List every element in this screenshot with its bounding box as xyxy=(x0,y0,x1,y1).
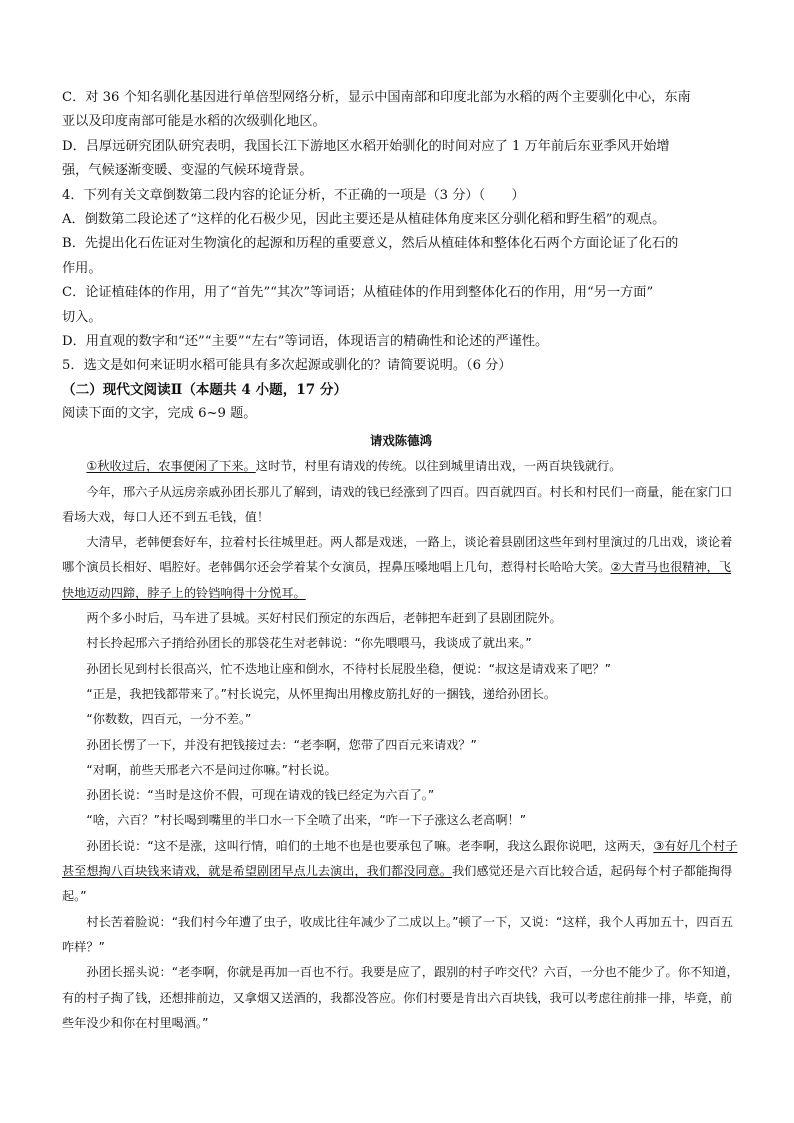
story-paragraph-14: 村长苦着脸说：“我们村今年遭了虫子，收成比往年减少了二成以上。”顿了一下，又说：“这样，我个人再加五十，四百五咋样？” xyxy=(62,914,733,954)
story-title: 请戏陈德鸿 xyxy=(370,433,432,449)
q4-stem: 4．下列有关文章倒数第二段内容的论证分析，不正确的一项是（3 分）（ ） xyxy=(62,187,525,203)
story-paragraph-2: 今年，邢六子从远房亲戚孙团长那儿了解到，请戏的钱已经涨到了四百。四百就四百。村长和村民们一商量，能在家门口看场大戏，每口人还不到五毛钱，值！ xyxy=(62,484,733,524)
story-paragraph-7: “正是，我把钱都带来了。”村长说完，从怀里掏出用橡皮筋扎好的一捆钱，递给孙团长。 xyxy=(86,686,557,701)
story-paragraph-1-rest: 这时节，村里有请戏的传统。以往到城里请出戏，一两百块钱就行。 xyxy=(255,459,622,474)
story-paragraph-11: 孙团长说：“当时是这价不假，可现在请戏的钱已经定为六百了。” xyxy=(86,788,435,803)
story-paragraph-13-b: 我们感觉还是六百比较合适，起码每个村子都能掏得起。” xyxy=(62,864,733,904)
story-paragraph-4: 两个多小时后，马车进了县城。买好村民们预定的东西后，老韩把车赶到了县剧团院外。 xyxy=(86,611,562,626)
story-paragraph-8: “你数数，四百元，一分不差。” xyxy=(86,712,252,727)
q5-stem: 5．选文是如何来证明水稻可能具有多次起源或驯化的？请简要说明。（6 分） xyxy=(62,358,512,374)
q4-option-a: A．倒数第二段论述了“这样的化石极少见，因此主要还是从植硅体角度来区分驯化稻和野生稻”的观点。 xyxy=(62,212,666,228)
story-paragraph-10: “对啊，前些天邢老六不是问过你嘛。”村长说。 xyxy=(86,762,337,777)
story-paragraph-3-text: 大清早，老韩便套好车，拉着村长往城里赶。两人都是戏迷，一路上，谈论着县剧团这些年到村里演过的几出戏，谈论着哪个演员长相好、唱腔好。老韩偶尔还会学着某个女演员，捏鼻压嗓地唱上几句，惹得村长哈哈大笑。 xyxy=(62,535,733,575)
story-paragraph-9: 孙团长愣了一下，并没有把钱接过去：“老李啊，您带了四百元来请戏？” xyxy=(86,737,477,752)
q3-option-d-line2: 强，气候逐渐变暖、变湿的气候环境背景。 xyxy=(62,163,313,179)
story-paragraph-15: 孙团长摇头说：“老李啊，你就是再加一百也不行。我要是应了，跟别的村子咋交代？六百，一分也不能少了。你不知道，有的村子掏了钱，还想排前边，又拿烟又送酒的，我都没答应。你们村要是肯出六百块钱，我可以考虑往前排一排，毕竟，前些年没少和你在村里喝酒。” xyxy=(62,965,739,1030)
story-paragraph-6: 孙团长见到村长很高兴，忙不迭地让座和倒水，不待村长屁股坐稳，便说：“叔这是请戏来了吧？” xyxy=(86,661,611,676)
story-paragraph-12: “啥，六百？”村长喝到嘴里的半口水一下全喷了出来，“咋一下子涨这么老高啊！” xyxy=(86,813,527,828)
document-page xyxy=(62,86,740,1036)
story-paragraph-3 xyxy=(62,530,740,606)
q3-option-c-line2: 亚以及印度南部可能是水稻的次级驯化地区。 xyxy=(62,114,326,130)
story-body xyxy=(62,428,740,1036)
marked-sentence-1: ①秋收过后，农事便闲了下来。 xyxy=(86,459,256,474)
q4-option-d: D．用直观的数字和“还”“主要”“左右”等词语，体现语言的精确性和论述的严谨性。 xyxy=(62,334,549,350)
section-title: （二）现代文阅读Ⅱ（本题共 4 小题，17 分） xyxy=(62,381,348,398)
q4-option-c-line2: 切入。 xyxy=(62,309,102,325)
marked-sentence-3: ③有好几个村子甚至想掏八百块钱来请戏，就是希望剧团早点儿去演出，我们都没同意。 xyxy=(62,838,738,879)
story-paragraph-13 xyxy=(62,834,740,910)
section-intro: 阅读下面的文字，完成 6~9 题。 xyxy=(62,405,257,421)
marked-sentence-2: ②大青马也很精神，飞快地迈动四蹄，脖子上的铃铛响得十分悦耳。 xyxy=(62,560,732,600)
story-paragraph-5: 村长拎起邢六子捎给孙团长的那袋花生对老韩说：“你先喂喂马，我谈成了就出来。” xyxy=(86,636,532,651)
q3-option-c-line1: C．对 36 个知名驯化基因进行单倍型网络分析，显示中国南部和印度北部为水稻的两个主要驯化中心，东南 xyxy=(62,90,691,105)
q4-option-b-line1: B．先提出化石佐证对生物演化的起源和历程的重要意义，然后从植硅体和整体化石两个方面论证了化石的 xyxy=(62,236,679,252)
story-paragraph-1 xyxy=(62,454,740,479)
q3-option-d-line1: D．吕厚远研究团队研究表明，我国长江下游地区水稻开始驯化的时间对应了 1 万年前后东亚季风开始增 xyxy=(62,138,670,154)
story-paragraph-13-a: 孙团长说：“这不是涨，这叫行情，咱们的土地不也是也要承包了嘛。老李啊，我这么跟你说吧，这两天， xyxy=(86,838,654,853)
q4-option-c-line1: C．论证植硅体的作用，用了“首先”“其次”等词语；从植硅体的作用到整体化石的作用，用“另一方面” xyxy=(62,285,654,301)
q4-option-b-line2: 作用。 xyxy=(62,260,102,276)
